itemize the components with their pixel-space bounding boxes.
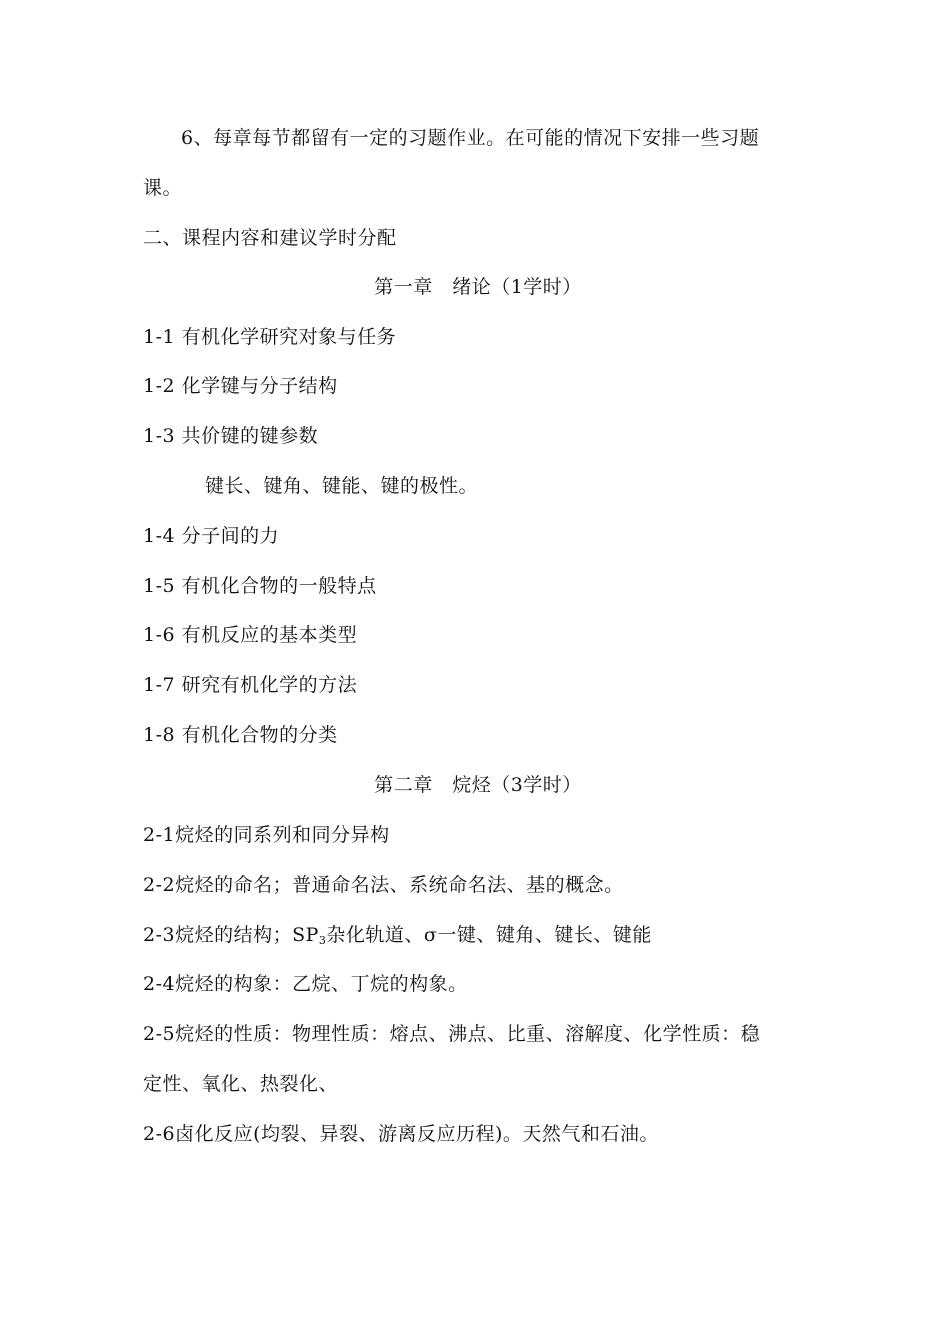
chapter-1-item-6: 1-6 有机反应的基本类型 bbox=[143, 624, 358, 646]
chapter-2-item-5-line-2: 定性、氧化、热裂化、 bbox=[143, 1073, 339, 1095]
chapter-1-item-2: 1-2 化学键与分子结构 bbox=[143, 375, 338, 397]
chapter-2-item-1: 2-1烷烃的同系列和同分异构 bbox=[143, 824, 390, 846]
chapter-1-item-8: 1-8 有机化合物的分类 bbox=[143, 724, 338, 746]
paragraph-6-line-1: 6、每章每节都留有一定的习题作业。在可能的情况下安排一些习题 bbox=[181, 127, 760, 149]
chapter-2-item-5-line-1: 2-5烷烃的性质：物理性质：熔点、沸点、比重、溶解度、化学性质：稳 bbox=[143, 1023, 761, 1045]
chapter-1-item-7: 1-7 研究有机化学的方法 bbox=[143, 674, 358, 696]
chapter-2-item-3-suffix: 杂化轨道、σ一键、键角、键长、键能 bbox=[326, 924, 652, 946]
chapter-2-item-3-prefix: 2-3烷烃的结构；SP bbox=[143, 924, 319, 946]
section-heading-course-content: 二、课程内容和建议学时分配 bbox=[143, 227, 397, 249]
chapter-1-item-3: 1-3 共价键的键参数 bbox=[143, 425, 319, 447]
sp3-subscript: 3 bbox=[318, 934, 327, 947]
chapter-2-item-4: 2-4烷烃的构象：乙烷、丁烷的构象。 bbox=[143, 973, 468, 995]
chapter-1-item-1: 1-1 有机化学研究对象与任务 bbox=[143, 326, 397, 348]
chapter-2-item-2: 2-2烷烃的命名；普通命名法、系统命名法、基的概念。 bbox=[143, 874, 624, 896]
chapter-2-item-3 bbox=[143, 922, 813, 954]
chapter-1-title: 第一章 绪论（1学时） bbox=[374, 276, 582, 298]
chapter-1-item-4: 1-4 分子间的力 bbox=[143, 525, 280, 547]
chapter-1-item-3-detail: 键长、键角、键能、键的极性。 bbox=[205, 475, 479, 497]
chapter-1-item-5: 1-5 有机化合物的一般特点 bbox=[143, 575, 377, 597]
chapter-2-item-6: 2-6卤化反应(均裂、异裂、游离反应历程)。天然气和石油。 bbox=[143, 1123, 659, 1145]
chapter-2-title: 第二章 烷烃（3学时） bbox=[374, 774, 582, 796]
paragraph-6-line-2: 课。 bbox=[143, 177, 183, 199]
